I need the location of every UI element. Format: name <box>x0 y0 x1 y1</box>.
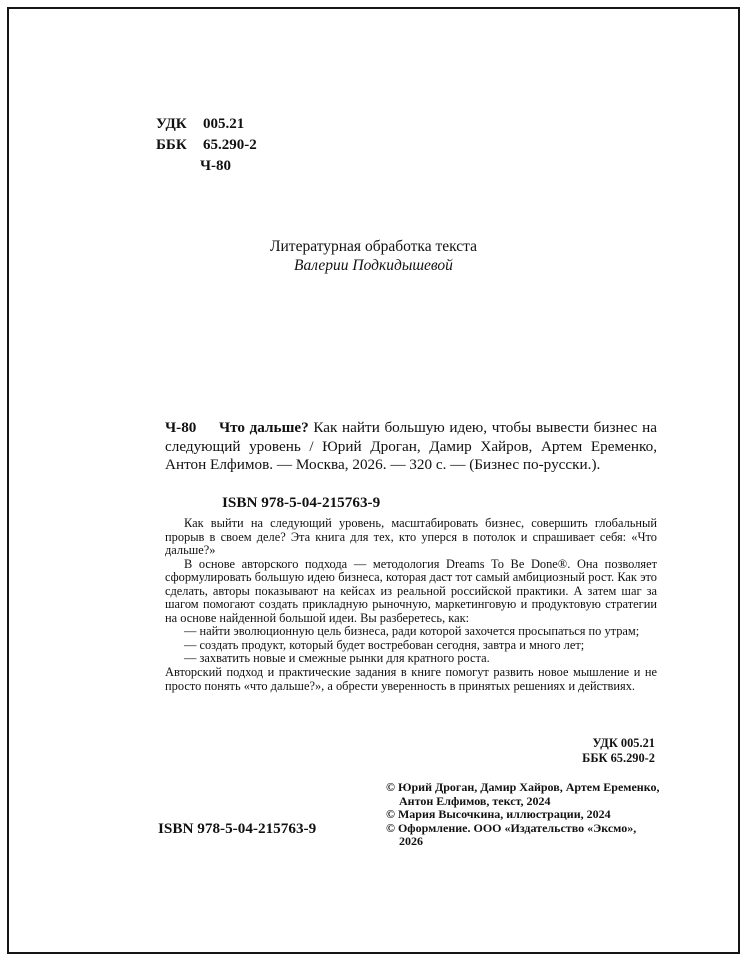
udk-value: 005.21 <box>203 116 245 132</box>
editor-credit-line1: Литературная обработка текста <box>270 238 477 255</box>
editor-credit-name: Валерии Подкидышевой <box>294 256 453 274</box>
editor-credit <box>0 238 747 275</box>
udk-label: УДК <box>156 116 187 132</box>
annotation-list-item-2: — создать продукт, который будет востребован сегодня, завтра и много лет; <box>184 637 585 652</box>
annotation-list-item-3: — захватить новые и смежные рынки для кратного роста. <box>184 651 490 666</box>
udk-bottom-line: УДК 005.21 <box>592 736 655 750</box>
book-code-catalog: Ч-80 <box>165 419 197 436</box>
bbk-label: ББК <box>156 137 187 153</box>
annotation-paragraph-1: Как выйти на следующий уровень, масштабировать бизнес, совершить глобальный прорыв в своем деле? Эта книга для тех, кто уперся в потолок и спрашивает себя: «Что дальше?» <box>165 516 657 558</box>
copyright-line-publisher: © Оформление. ООО «Издательство «Эксмо», 2026 <box>386 820 637 849</box>
classification-top-block <box>156 114 257 177</box>
book-title: Что дальше? <box>219 419 309 436</box>
isbn-number: ISBN 978-5-04-215763-9 <box>222 494 381 511</box>
isbn-bottom: ISBN 978-5-04-215763-9 <box>158 820 317 837</box>
catalog-entry-rest: Как найти большую идею, чтобы вывести бизнес на следующий уровень / Юрий Дроган, Дамир Хайров, Артем Еременко, Антон Елфимов. — Москва, 2026. — 320 с. — (Бизнес по-русски.). <box>165 419 657 474</box>
bbk-bottom-line: ББК 65.290-2 <box>582 750 655 765</box>
catalog-entry-text <box>165 419 657 473</box>
catalog-entry <box>165 419 657 475</box>
annotation-block <box>165 517 657 693</box>
copyright-line-illustrations: © Мария Высочкина, иллюстрации, 2024 <box>386 807 611 822</box>
annotation-paragraph-3: Авторский подход и практические задания в книге помогут развить новое мышление и не просто понять «что дальше?», а обрести уверенность в принятых решениях и действиях. <box>165 665 657 693</box>
bbk-top-line <box>156 135 257 156</box>
book-code-top: Ч-80 <box>200 158 232 174</box>
classification-bottom-block <box>582 736 655 765</box>
udk-top-line <box>156 114 257 135</box>
copyright-block <box>386 781 660 849</box>
copyright-line-authors: © Юрий Дроган, Дамир Хайров, Артем Еременко, Антон Елфимов, текст, 2024 <box>386 780 660 808</box>
bbk-value: 65.290-2 <box>203 137 257 153</box>
annotation-list-item-1: — найти эволюционную цель бизнеса, ради которой захочется просыпаться по утрам; <box>184 624 640 639</box>
annotation-paragraph-2: В основе авторского подхода — методология Dreams To Be Done®. Она позволяет сформулировать большую идею бизнеса, которая даст тот самый амбициозный рост. Как это сделать, авторы показывают на кейсах из реальной российской практики. А затем шаг за шагом помогают создать прикладную рыночную, маркетинговую и продуктовую стратегии на основе найденной большой идеи. Вы разберетесь, как: <box>165 556 657 625</box>
